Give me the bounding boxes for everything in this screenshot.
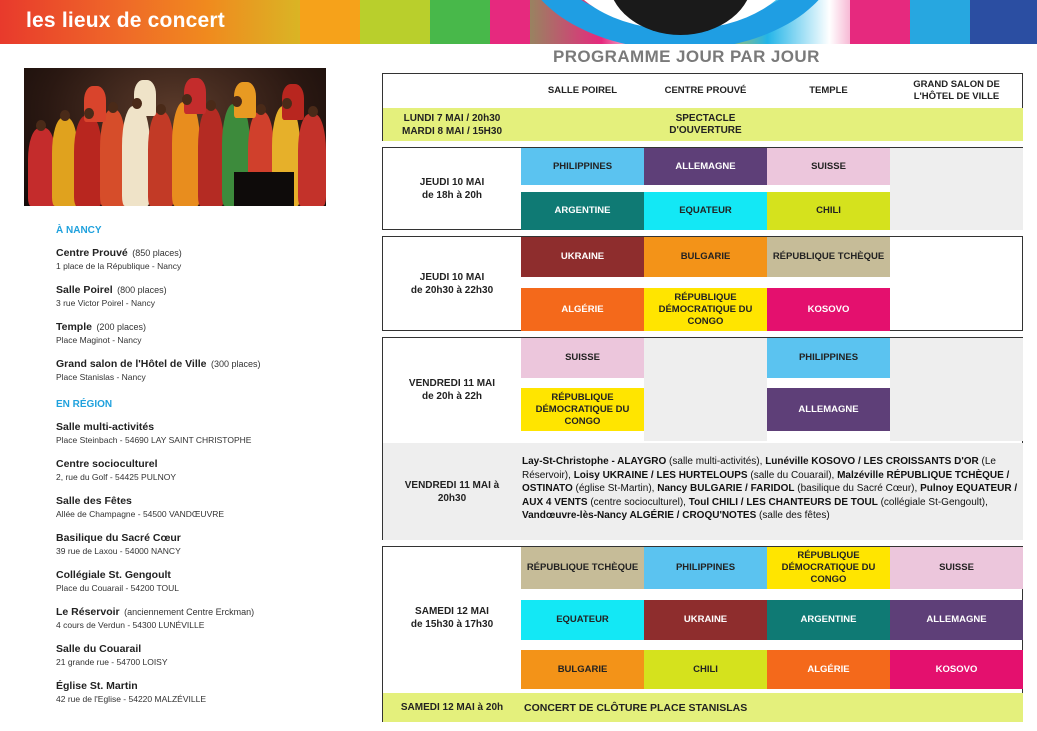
concert-cell: ALLEMAGNE [890,600,1023,640]
sat-label-1: SAMEDI 12 MAI [415,606,489,617]
regional-concert-name: Nancy BULGARIE / FARIDOL [657,483,795,495]
concert-cell: ALGÉRIE [521,288,644,331]
venue-name: Salle Poirel [56,284,113,296]
venue-capacity: (anciennement Centre Erckman) [124,607,255,617]
concert-cell: KOSOVO [767,288,890,331]
column-centre-prouve: CENTRE PROUVÉ [664,85,747,96]
venue-name: Salle multi-activités [56,421,155,433]
regional-concert-name: Loisy UKRAINE / LES HURTELOUPS [573,469,748,481]
venue-name: Temple [56,321,92,333]
venue-name: Collégiale St. Gengoult [56,569,171,581]
header-banner [0,0,1037,44]
regional-concerts-text [522,455,1022,523]
concert-cell: SUISSE [767,148,890,185]
venue-name: Grand salon de l'Hôtel de Ville [56,358,207,370]
regional-concert-venue: (église St-Martin), [572,483,658,495]
column-salle-poirel: SALLE POIREL [547,85,618,96]
concert-cell: KOSOVO [890,650,1023,689]
venue-item [56,282,356,310]
concert-cell: PHILIPPINES [521,148,644,185]
regional-concert-name: Malzéville RÉPUBLIQUE TCHÈQUE / OSTINATO [522,469,1010,495]
venue-item [56,604,356,632]
closing-date: SAMEDI 12 MAI à 20h [400,702,504,713]
concert-cell: CHILI [644,650,767,689]
venue-address: Allée de Champagne - 54500 VANDŒUVRE [56,509,225,519]
fri-label-1: VENDREDI 11 MAI [408,377,496,389]
venue-item [56,493,356,521]
concert-cell: PHILIPPINES [644,547,767,589]
concert-cell: PHILIPPINES [767,338,890,378]
concert-cell: RÉPUBLIQUE TCHÈQUE [767,237,890,277]
friday-block [382,337,1023,540]
venue-capacity: (800 places) [117,285,167,295]
opening-date-1: LUNDI 7 MAI / 20h30 [403,112,501,124]
venue-address: Place Steinbach - 54690 LAY SAINT CHRISTOPHE [56,435,252,445]
thursday-late-block [382,236,1023,331]
choir-photo [24,68,326,206]
venue-item [56,678,356,706]
opening-event-1: SPECTACLE [675,112,736,124]
venue-item [56,567,356,595]
concert-cell: RÉPUBLIQUE DÉMOCRATIQUE DU CONGO [644,288,767,331]
venue-address: 42 rue de l'Eglise - 54220 MALZÉVILLE [56,694,206,704]
regional-row [383,443,1023,540]
thu-early-label-1: JEUDI 10 MAI [419,177,485,188]
concert-cell: CHILI [767,192,890,230]
venue-item [56,419,356,447]
regional-concert-venue: (salle multi-activités), [666,456,766,467]
regional-concert-name: Vandœuvre-lès-Nancy ALGÉRIE / CROQU'NOTES [522,510,757,522]
closing-event: CONCERT DE CLÔTURE PLACE STANISLAS [524,701,748,714]
opening-event-2: D'OUVERTURE [669,124,742,136]
concert-cell: SUISSE [890,547,1023,589]
concert-cell: RÉPUBLIQUE TCHÈQUE [521,547,644,589]
venue-address: Place du Couarail - 54200 TOUL [56,583,180,593]
venue-name: Centre Prouvé [56,247,128,259]
regional-concert-venue: (centre socioculturel), [587,496,689,508]
sat-label-2: de 15h30 à 17h30 [410,619,494,630]
venue-address: 39 rue de Laxou - 54000 NANCY [56,546,181,556]
venue-name: Basilique du Sacré Cœur [56,532,181,544]
regional-concert-name: Lunéville KOSOVO / LES CROISSANTS D'OR [765,456,979,467]
concert-cell: BULGARIE [644,237,767,277]
concert-cell: EQUATEUR [644,192,767,230]
regional-concert-venue: (salle des fêtes) [756,510,830,522]
closing-row [383,693,1023,722]
page-title: les lieux de concert [26,9,225,32]
opening-row [383,108,1023,141]
venue-name: Centre socioculturel [56,458,158,470]
regional-concert-venue: (salle du Couarail), [747,469,838,481]
venue-capacity: (200 places) [96,322,146,332]
venue-item [56,641,356,669]
regional-concert-venue: (collégiale St-Gengoult), [877,496,988,508]
nancy-heading: À NANCY [56,225,102,236]
concert-cell: ARGENTINE [767,600,890,640]
concert-cell: ALLEMAGNE [767,388,890,431]
venue-address: 21 grande rue - 54700 LOISY [56,657,168,667]
venue-address: 1 place de la République - Nancy [56,261,182,271]
opening-date-2: MARDI 8 MAI / 15H30 [401,125,503,137]
fri-regional-label-2: 20h30 [437,492,467,504]
venue-address: 3 rue Victor Poirel - Nancy [56,298,156,308]
venue-address: Place Stanislas - Nancy [56,372,146,382]
column-temple: TEMPLE [809,85,848,96]
thursday-early-block [382,147,1023,230]
thu-early-label-2: de 18h à 20h [421,190,483,201]
regional-concert-name: Pulnoy EQUATEUR / AUX 4 VENTS [522,483,1018,508]
venue-item [56,245,356,273]
programme-title: PROGRAMME JOUR PAR JOUR [553,47,820,66]
concert-cell: ALGÉRIE [767,650,890,689]
concert-cell: SUISSE [521,338,644,378]
concert-cell: ARGENTINE [521,192,644,230]
venue-capacity: (300 places) [210,359,261,369]
thu-late-label-2: de 20h30 à 22h30 [410,285,494,296]
venue-name: Le Réservoir [56,606,120,618]
fri-label-2: de 20h à 22h [421,390,482,402]
concert-cell: ALLEMAGNE [644,148,767,185]
header-block [382,73,1023,141]
venue-address: Place Maginot - Nancy [56,335,142,345]
saturday-block [382,546,1023,722]
venue-name: Église St. Martin [56,680,138,692]
venue-address: 2, rue du Golf - 54425 PULNOY [56,472,177,482]
regional-concert-venue: (basilique du Sacré Cœur), [794,483,921,495]
concert-cell: BULGARIE [521,650,644,689]
venue-item [56,356,356,384]
concert-cell: EQUATEUR [521,600,644,640]
venue-item [56,530,356,558]
column-grand-salon: GRAND SALON DE L'HÔTEL DE VILLE [913,79,1000,102]
concert-cell: RÉPUBLIQUE DÉMOCRATIQUE DU CONGO [521,388,644,431]
regional-concert-name: Toul CHILI / LES CHANTEURS DE TOUL [688,496,878,508]
venue-address: 4 cours de Verdun - 54300 LUNÉVILLE [56,620,205,630]
venues-list [56,225,356,715]
regional-concert-name: Lay-St-Christophe - ALAYGRO [522,456,667,467]
venue-name: Salle des Fêtes [56,495,132,507]
concert-cell: UKRAINE [521,237,644,277]
venue-item [56,319,356,347]
thu-late-label-1: JEUDI 10 MAI [419,272,485,283]
concert-cell: RÉPUBLIQUE DÉMOCRATIQUE DU CONGO [767,547,890,589]
venue-item [56,456,356,484]
regional-concert-venue: (Le Réservoir), [522,456,996,481]
region-heading: EN RÉGION [56,399,113,410]
fri-regional-label-1: VENDREDI 11 MAI à [404,479,500,491]
concert-cell: UKRAINE [644,600,767,640]
venue-capacity: (850 places) [132,248,182,258]
venue-name: Salle du Couarail [56,643,142,655]
